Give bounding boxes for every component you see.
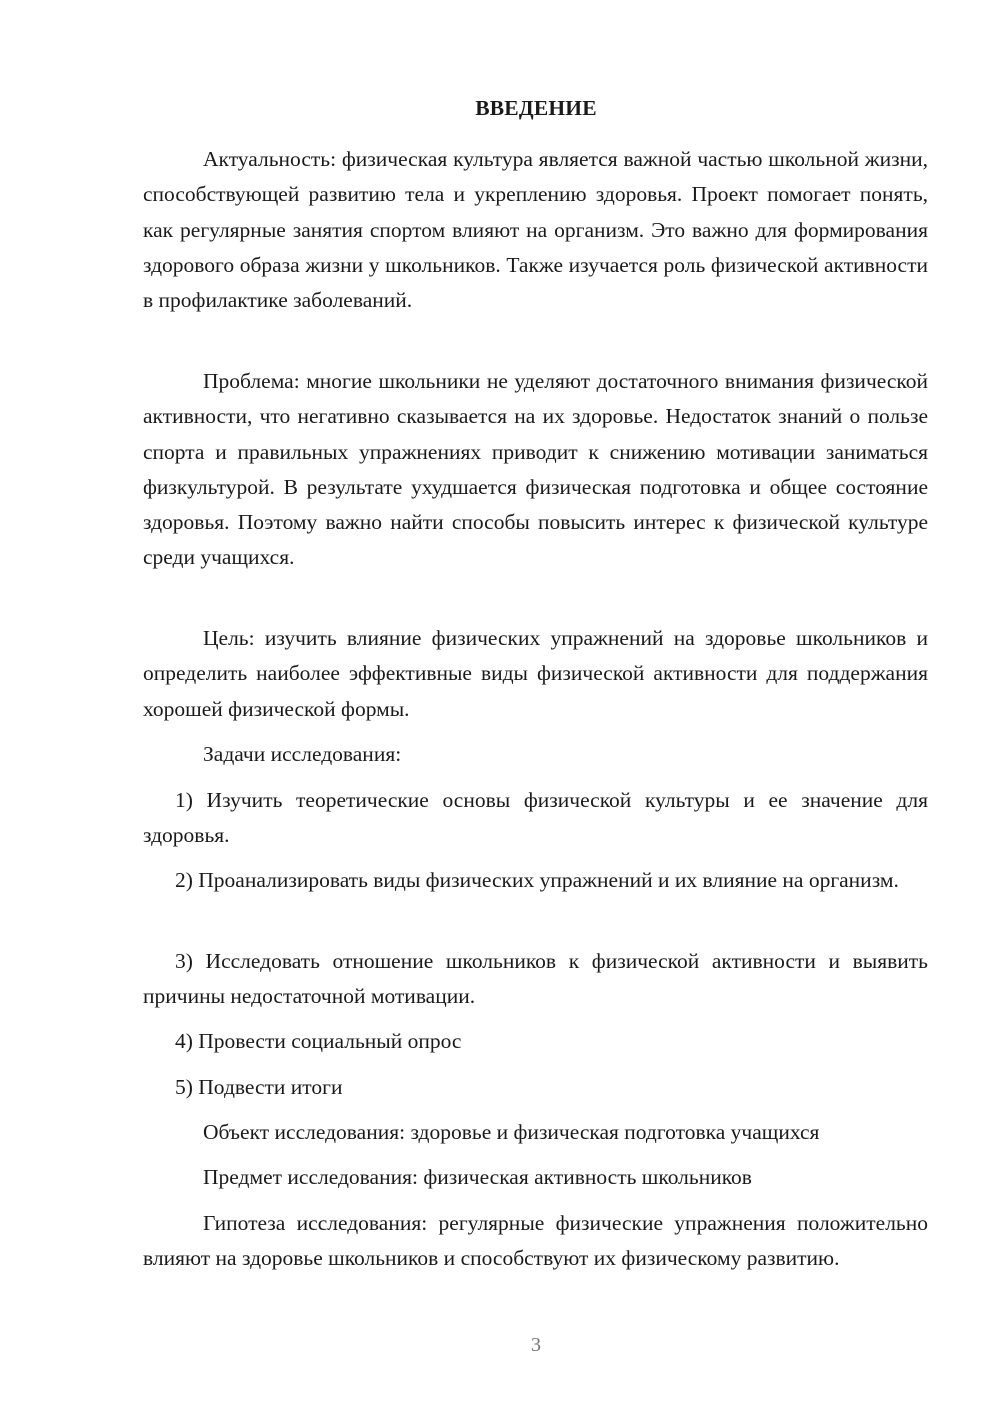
task-item-4: 4) Провести социальный опрос	[175, 1029, 462, 1053]
task-item-1: 1) Изучить теоретические основы физической культуры и ее значение для здоровья.	[143, 788, 928, 848]
goal-paragraph: Цель: изучить влияние физических упражнений на здоровье школьников и определить наиболее эффективные виды физической активности для поддержания хорошей физической формы.	[143, 626, 928, 721]
task-item-3: 3) Исследовать отношение школьников к физической активности и выявить причины недостаточной мотивации.	[143, 949, 928, 1009]
relevance-paragraph: Актуальность: физическая культура является важной частью школьной жизни, способствующей развитию тела и укреплению здоровья. Проект помогает понять, как регулярные занятия спортом влияют на организм. Это важно для формирования здорового образа жизни у школьников. Также изучается роль физической активности в профилактике заболеваний.	[143, 147, 928, 313]
document-title: ВВЕДЕНИЕ	[475, 96, 597, 120]
task-item-5: 5) Подвести итоги	[175, 1075, 343, 1099]
hypothesis-paragraph: Гипотеза исследования: регулярные физические упражнения положительно влияют на здоровье школьников и способствуют их физическому развитию.	[143, 1211, 928, 1271]
tasks-heading: Задачи исследования:	[203, 742, 402, 766]
page-number: 3	[531, 1334, 541, 1356]
object-paragraph: Объект исследования: здоровье и физическая подготовка учащихся	[203, 1120, 820, 1144]
task-item-2: 2) Проанализировать виды физических упражнений и их влияние на организм.	[175, 868, 899, 892]
subject-paragraph: Предмет исследования: физическая активность школьников	[203, 1165, 752, 1189]
problem-paragraph: Проблема: многие школьники не уделяют достаточного внимания физической активности, что негативно сказывается на их здоровье. Недостаток знаний о пользе спорта и правильных упражнениях приводит к снижению мотивации заниматься физкультурой. В результате ухудшается физическая подготовка и общее состояние здоровья. Поэтому важно найти способы повысить интерес к физической культуре среди учащихся.	[143, 369, 928, 570]
